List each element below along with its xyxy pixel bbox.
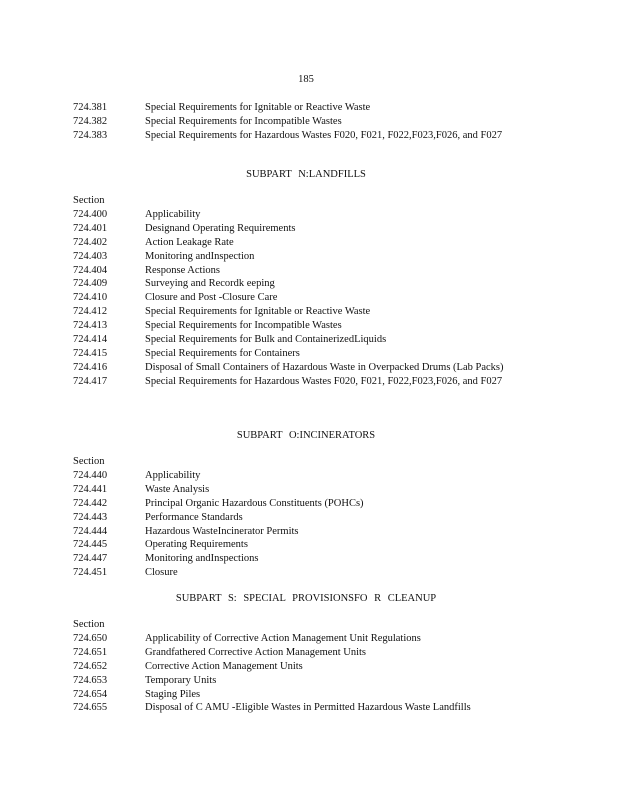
subpart-s-heading: SUBPART S: SPECIAL PROVISIONSFO R CLEANUP xyxy=(175,593,437,604)
section-number: 724.412 xyxy=(73,306,108,318)
toc-row xyxy=(73,701,525,715)
section-title: Hazardous WasteIncinerator Permits xyxy=(145,525,299,537)
top-entry-list xyxy=(73,101,525,143)
toc-row xyxy=(73,291,525,305)
toc-row xyxy=(73,101,525,115)
toc-row xyxy=(73,525,525,539)
section-title: Special Requirements for Ignitable or Reactive Waste xyxy=(145,102,371,113)
section-number: 724.382 xyxy=(73,115,108,127)
section-number: 724.447 xyxy=(73,553,108,565)
section-number: 724.410 xyxy=(73,292,108,304)
toc-row xyxy=(73,208,525,222)
section-label: Section xyxy=(73,195,105,206)
toc-row xyxy=(73,552,525,566)
toc-row xyxy=(73,538,525,552)
section-number: 724.403 xyxy=(73,250,108,262)
section-number: 724.415 xyxy=(73,347,108,359)
section-title: Performance Standards xyxy=(145,511,243,523)
section-number: 724.440 xyxy=(73,469,108,481)
section-number: 724.416 xyxy=(73,361,108,373)
section-title: Designand Operating Requirements xyxy=(145,222,296,234)
section-number: 724.655 xyxy=(73,702,108,714)
section-title: Surveying and Recordk eeping xyxy=(145,278,275,290)
section-title: Special Requirements for Ignitable or Reactive Waste xyxy=(145,306,371,318)
section-number: 724.409 xyxy=(73,278,108,290)
subpart-n-list xyxy=(73,194,525,389)
section-number: 724.381 xyxy=(73,102,108,113)
section-number: 724.444 xyxy=(73,525,108,537)
section-label: Section xyxy=(73,456,105,467)
section-label: Section xyxy=(73,619,105,630)
toc-row xyxy=(73,660,525,674)
section-number: 724.441 xyxy=(73,483,108,495)
section-title: Action Leakage Rate xyxy=(145,236,234,248)
section-title: Grandfathered Corrective Action Management Units xyxy=(145,646,367,658)
toc-row xyxy=(73,277,525,291)
section-number: 724.400 xyxy=(73,208,108,220)
section-title: Principal Organic Hazardous Constituents (POHCs) xyxy=(145,497,364,509)
section-title: Disposal of C AMU -Eligible Wastes in Permitted Hazardous Waste Landfills xyxy=(145,702,471,714)
section-number: 724.451 xyxy=(73,567,108,579)
section-title: Operating Requirements xyxy=(145,539,248,551)
toc-row xyxy=(73,483,525,497)
section-number: 724.401 xyxy=(73,222,108,234)
toc-row xyxy=(73,236,525,250)
section-number: 724.417 xyxy=(73,375,108,387)
section-title: Closure xyxy=(145,567,178,579)
toc-row xyxy=(73,361,525,375)
toc-row xyxy=(73,222,525,236)
section-title: Waste Analysis xyxy=(145,483,210,495)
section-title: Special Requirements for Hazardous Wastes F020, F021, F022,F023,F026, and F027 xyxy=(145,129,503,141)
section-title: Corrective Action Management Units xyxy=(145,660,303,672)
subpart-o-list xyxy=(73,455,525,580)
toc-row xyxy=(73,566,525,580)
toc-row xyxy=(73,129,525,143)
subpart-n-heading: SUBPART N:LANDFILLS xyxy=(246,169,366,180)
section-title: Special Requirements for Hazardous Wastes F020, F021, F022,F023,F026, and F027 xyxy=(145,375,503,387)
section-number: 724.443 xyxy=(73,511,108,523)
section-number: 724.651 xyxy=(73,646,108,658)
subpart-o-heading: SUBPART O:INCINERATORS xyxy=(236,430,376,441)
section-title: Special Requirements for Bulk and ContainerizedLiquids xyxy=(145,334,387,346)
section-title: Monitoring andInspection xyxy=(145,250,255,262)
section-title: Disposal of Small Containers of Hazardous Waste in Overpacked Drums (Lab Packs) xyxy=(145,361,504,373)
section-number: 724.650 xyxy=(73,632,108,644)
toc-row xyxy=(73,115,525,129)
toc-row xyxy=(73,674,525,688)
section-title: Closure and Post -Closure Care xyxy=(145,292,278,304)
toc-row xyxy=(73,319,525,333)
section-number: 724.652 xyxy=(73,660,108,672)
section-title: Temporary Units xyxy=(145,674,217,686)
section-number: 724.445 xyxy=(73,539,108,551)
toc-row xyxy=(73,469,525,483)
section-number: 724.413 xyxy=(73,320,108,332)
section-title: Response Actions xyxy=(145,264,220,276)
subpart-s-list xyxy=(73,618,525,715)
section-title: Applicability xyxy=(145,208,201,220)
section-title: Special Requirements for Incompatible Wastes xyxy=(145,115,342,127)
page-number: 185 xyxy=(298,74,314,85)
section-title: Special Requirements for Containers xyxy=(145,347,300,359)
toc-row xyxy=(73,305,525,319)
section-title: Special Requirements for Incompatible Wastes xyxy=(145,320,342,332)
section-number: 724.383 xyxy=(73,129,108,141)
toc-row xyxy=(73,347,525,361)
section-number: 724.654 xyxy=(73,688,108,700)
section-number: 724.653 xyxy=(73,674,108,686)
section-title: Applicability of Corrective Action Management Unit Regulations xyxy=(145,632,421,644)
toc-row xyxy=(73,497,525,511)
toc-row xyxy=(73,250,525,264)
toc-row xyxy=(73,688,525,702)
section-title: Monitoring andInspections xyxy=(145,553,259,565)
toc-row xyxy=(73,646,525,660)
toc-row xyxy=(73,632,525,646)
section-title: Applicability xyxy=(145,469,201,481)
toc-row xyxy=(73,511,525,525)
section-number: 724.442 xyxy=(73,497,108,509)
section-number: 724.414 xyxy=(73,334,108,346)
section-number: 724.402 xyxy=(73,236,108,248)
section-title: Staging Piles xyxy=(145,688,201,700)
section-number: 724.404 xyxy=(73,264,108,276)
toc-row xyxy=(73,264,525,278)
toc-row xyxy=(73,333,525,347)
toc-row xyxy=(73,375,525,389)
